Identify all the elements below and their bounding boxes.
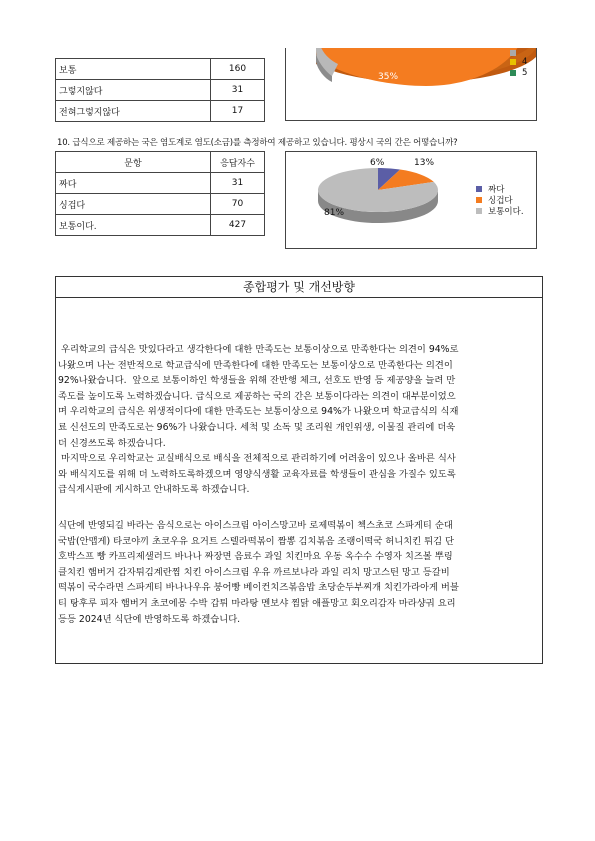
legend-label: 보통이다.: [488, 206, 524, 217]
legend-swatch: [476, 208, 482, 214]
q10-pie-svg: [286, 152, 476, 248]
q10-row-label: 보통이다.: [56, 215, 211, 236]
q9-pie-slice: [316, 48, 526, 86]
table-header-row: [56, 152, 265, 173]
summary-paragraph-2: 식단에 반영되길 바라는 음식으로는 아이스크림 아이스망고바 로제떡볶이 첵스초코 스파게티 순대 국밥(안맵게) 타코야끼 초코우유 요거트 스텔라떡볶이 짬뽕 김치볶음 조랭이떡국 허니치킨 튀김 단 호박스프 빵 카프리제샐러드 바나나 짜장면 음료수 과일 치킨마요 우동 옥수수 수영자 치즈볼 뿌링 클치킨 햄버거 감자튀김계란찜 치킨 아이스크림 우유 까르보나라 과일 리치 망고스틴 망고 등갈비 떡볶이 국수라면 스파게티 바나나우유 붕어빵 베이컨치즈볶음밥 초당순두부찌개 치킨가라아게 버블 티 탕후루 피자 햄버거 초코에몽 수박 갑튀 마라탕 멘보샤 찜닭 애플망고 회오리감자 마라샹궈 요리 등등 2024년 식단에 반영하도록 하겠습니다.: [58, 520, 459, 625]
q9-pie-svg: [286, 48, 536, 120]
table-row: [56, 80, 265, 101]
q9-pct-label: 35%: [378, 72, 399, 82]
q9-row-count: 31: [211, 80, 265, 101]
q10-table: [55, 151, 265, 236]
q10-row-label: 싱겁다: [56, 194, 211, 215]
q10-row-label: 짜다: [56, 173, 211, 194]
legend-item: [510, 56, 527, 67]
table-row: [56, 173, 265, 194]
q10-row-count: 31: [211, 173, 265, 194]
summary-title: 종합평가 및 개선방향: [56, 277, 542, 298]
q9-legend: [510, 50, 527, 78]
q10-row-count: 70: [211, 194, 265, 215]
q9-table: [55, 58, 265, 122]
legend-item-0: [476, 183, 524, 194]
pie-value-label-0: 6%: [370, 158, 385, 168]
legend-item-1: [476, 194, 524, 205]
q10-chart: [285, 151, 537, 249]
legend-swatch: [476, 197, 482, 203]
table-row: [56, 59, 265, 80]
q9-row-count: 160: [211, 59, 265, 80]
pie-value-label-1: 13%: [414, 158, 435, 168]
pie-value-label-2: 81%: [324, 208, 345, 218]
table-row: [56, 101, 265, 122]
summary-section: [55, 276, 543, 664]
q10-question: 10. 급식으로 제공하는 국은 염도계로 염도(소금)를 측정하여 제공하고 있습니다. 평상시 국의 간은 어떻습니까?: [57, 138, 458, 148]
table-row: [56, 215, 265, 236]
legend-item-2: [476, 205, 524, 216]
q9-row-count: 17: [211, 101, 265, 122]
q9-row-label: 그렇지않다: [56, 80, 211, 101]
legend-item: [510, 67, 527, 78]
column-header: 응답자수: [211, 152, 265, 173]
legend-label: 5: [522, 67, 528, 78]
legend-swatch: [476, 186, 482, 192]
legend-label: 4: [522, 56, 528, 67]
legend-label: 짜다: [488, 184, 505, 195]
legend-label: 싱겁다: [488, 195, 513, 206]
q9-row-label: 전혀그렇지않다: [56, 101, 211, 122]
q10-row-count: 427: [211, 215, 265, 236]
q9-row-label: 보통: [56, 59, 211, 80]
column-header: 문항: [56, 152, 211, 173]
q10-legend: [476, 183, 524, 216]
table-row: [56, 194, 265, 215]
legend-swatch: [510, 70, 516, 76]
q9-chart: [285, 48, 537, 121]
summary-paragraph-1: 우리학교의 급식은 맛있다라고 생각한다에 대한 만족도는 보통이상으로 만족한다는 의견이 94%로 나왔으며 나는 전반적으로 학교급식에 만족한다에 대한 만족도는 보통이상으로 만족한다는 의견이 92%나왔습니다. 앞으로 보통이하인 학생들을 위해 잔반행 체크, 선호도 반영 등 제공양을 늘려 만 족도를 높이도록 노력하겠습니다. 급식으로 제공하는 국의 간은 보통이다라는 의견이 대부분이었으 며 우리학교의 급식은 위생적이다에 대한 만족도는 보통이상으로 94%가 나왔으며 학교급식의 식재 료 신선도의 만족도로는 96%가 나왔습니다. 세척 및 소독 및 조리원 개인위생, 이물질 관리에 더욱 더 신경쓰도록 하겠습니다. 마지막으로 우리학교는 교실배식으로 배식을 전체적으로 관리하기에 어려움이 있으나 올바른 식사 와 배식지도를 위해 더 노력하도록하겠으며 영양식생활 교육자료를 학생들이 관심을 가질수 있도록 급식게시판에 게시하고 안내하도록 하겠습니다.: [58, 344, 459, 496]
legend-swatch: [510, 59, 516, 65]
